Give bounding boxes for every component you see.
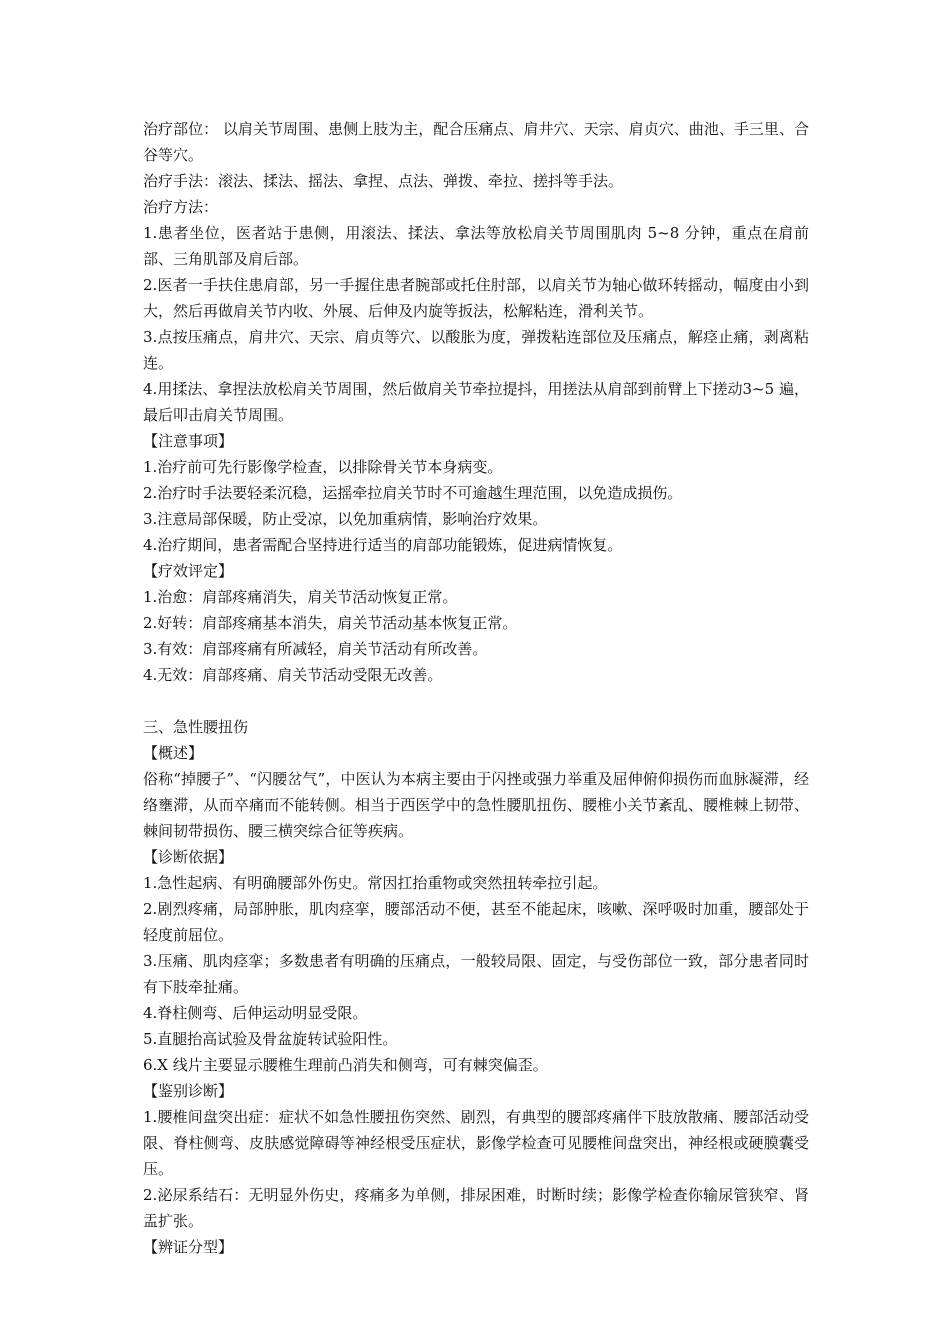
efficacy-item-2: 2.好转：肩部疼痛基本消失，肩关节活动基本恢复正常。: [143, 614, 518, 632]
method-item-1: 1.患者坐位，医者站于患侧，用滚法、揉法、拿法等放松肩关节周围肌肉 5~8 分钟，重点在肩前部、三角肌部及肩后部。: [143, 224, 809, 268]
differential-item-1: 1.腰椎间盘突出症：症状不如急性腰扭伤突然、剧烈，有典型的腰部疼痛伴下肢放散痛、腰部活动受限、脊柱侧弯、皮肤感觉障碍等神经根受压症状，影像学检查可见腰椎间盘突出，神经根或硬膜囊受压。: [143, 1108, 809, 1178]
method-item-2: 2.医者一手扶住患肩部，另一手握住患者腕部或托住肘部，以肩关节为轴心做环转摇动，幅度由小到大，然后再做肩关节内收、外展、后伸及内旋等扳法，松解粘连，滑利关节。: [143, 276, 809, 320]
precautions-heading: 【注意事项】: [143, 432, 234, 450]
precaution-item-2: 2.治疗时手法要轻柔沉稳，运摇牵拉肩关节时不可逾越生理范围，以免造成损伤。: [143, 484, 683, 502]
diagnosis-item-4: 4.脊柱侧弯、后伸运动明显受限。: [143, 1004, 368, 1022]
differential-item-2: 2.泌尿系结石：无明显外伤史，疼痛多为单侧，排尿困难，时断时续；影像学检查你输尿管狭窄、肾盂扩张。: [143, 1186, 809, 1230]
precaution-item-3: 3.注意局部保暖，防止受凉，以免加重病情，影响治疗效果。: [143, 510, 548, 528]
overview-heading: 【概述】: [143, 744, 204, 762]
differential-heading: 【鉴别诊断】: [143, 1082, 234, 1100]
method-item-4: 4.用揉法、拿捏法放松肩关节周围，然后做肩关节牵拉提抖，用搓法从肩部到前臂上下搓动3~5 遍，最后叩击肩关节周围。: [143, 380, 809, 424]
diagnosis-item-3: 3.压痛、肌肉痉挛；多数患者有明确的压痛点，一般较局限、固定，与受伤部位一致，部分患者同时有下肢牵扯痛。: [143, 952, 809, 996]
method-item-3: 3.点按压痛点，肩井穴、天宗、肩贞等穴、以酸胀为度，弹拨粘连部位及压痛点，解痉止痛，剥离粘连。: [143, 328, 809, 372]
diagnosis-heading: 【诊断依据】: [143, 848, 234, 866]
treatment-site: 治疗部位： 以肩关节周围、患侧上肢为主，配合压痛点、肩井穴、天宗、肩贞穴、曲池、手三里、合谷等穴。: [143, 120, 809, 164]
precaution-item-1: 1.治疗前可先行影像学检查，以排除骨关节本身病变。: [143, 458, 503, 476]
efficacy-item-1: 1.治愈：肩部疼痛消失，肩关节活动恢复正常。: [143, 588, 458, 606]
document-body: [143, 116, 809, 1260]
diagnosis-item-1: 1.急性起病、有明确腰部外伤史。常因扛抬重物或突然扭转牵拉引起。: [143, 874, 608, 892]
efficacy-item-3: 3.有效：肩部疼痛有所减轻，肩关节活动有所改善。: [143, 640, 488, 658]
blank-line: [143, 688, 809, 714]
diagnosis-item-5: 5.直腿抬高试验及骨盆旋转试验阳性。: [143, 1030, 398, 1048]
section-title: 三、急性腰扭伤: [143, 718, 249, 736]
overview-text: 俗称“掉腰子”、“闪腰岔气”，中医认为本病主要由于闪挫或强力举重及屈伸俯仰损伤而血脉凝滞，经络壅滞，从而卒痛而不能转侧。相当于西医学中的急性腰肌扭伤、腰椎小关节紊乱、腰椎棘上韧带、棘间韧带损伤、腰三横突综合征等疾病。: [143, 770, 809, 840]
diagnosis-item-6: 6.X 线片主要显示腰椎生理前凸消失和侧弯，可有棘突偏歪。: [143, 1056, 548, 1074]
diagnosis-item-2: 2.剧烈疼痛，局部肿胀，肌肉痉挛，腰部活动不便，甚至不能起床，咳嗽、深呼吸时加重，腰部处于轻度前屈位。: [143, 900, 809, 944]
efficacy-heading: 【疗效评定】: [143, 562, 234, 580]
syndrome-heading: 【辨证分型】: [143, 1238, 234, 1256]
efficacy-item-4: 4.无效：肩部疼痛、肩关节活动受限无改善。: [143, 666, 443, 684]
treatment-techniques: 治疗手法：滚法、揉法、摇法、拿捏、点法、弹拨、牵拉、搓抖等手法。: [143, 172, 624, 190]
precaution-item-4: 4.治疗期间，患者需配合坚持进行适当的肩部功能锻炼，促进病情恢复。: [143, 536, 623, 554]
treatment-methods-heading: 治疗方法：: [143, 198, 219, 216]
